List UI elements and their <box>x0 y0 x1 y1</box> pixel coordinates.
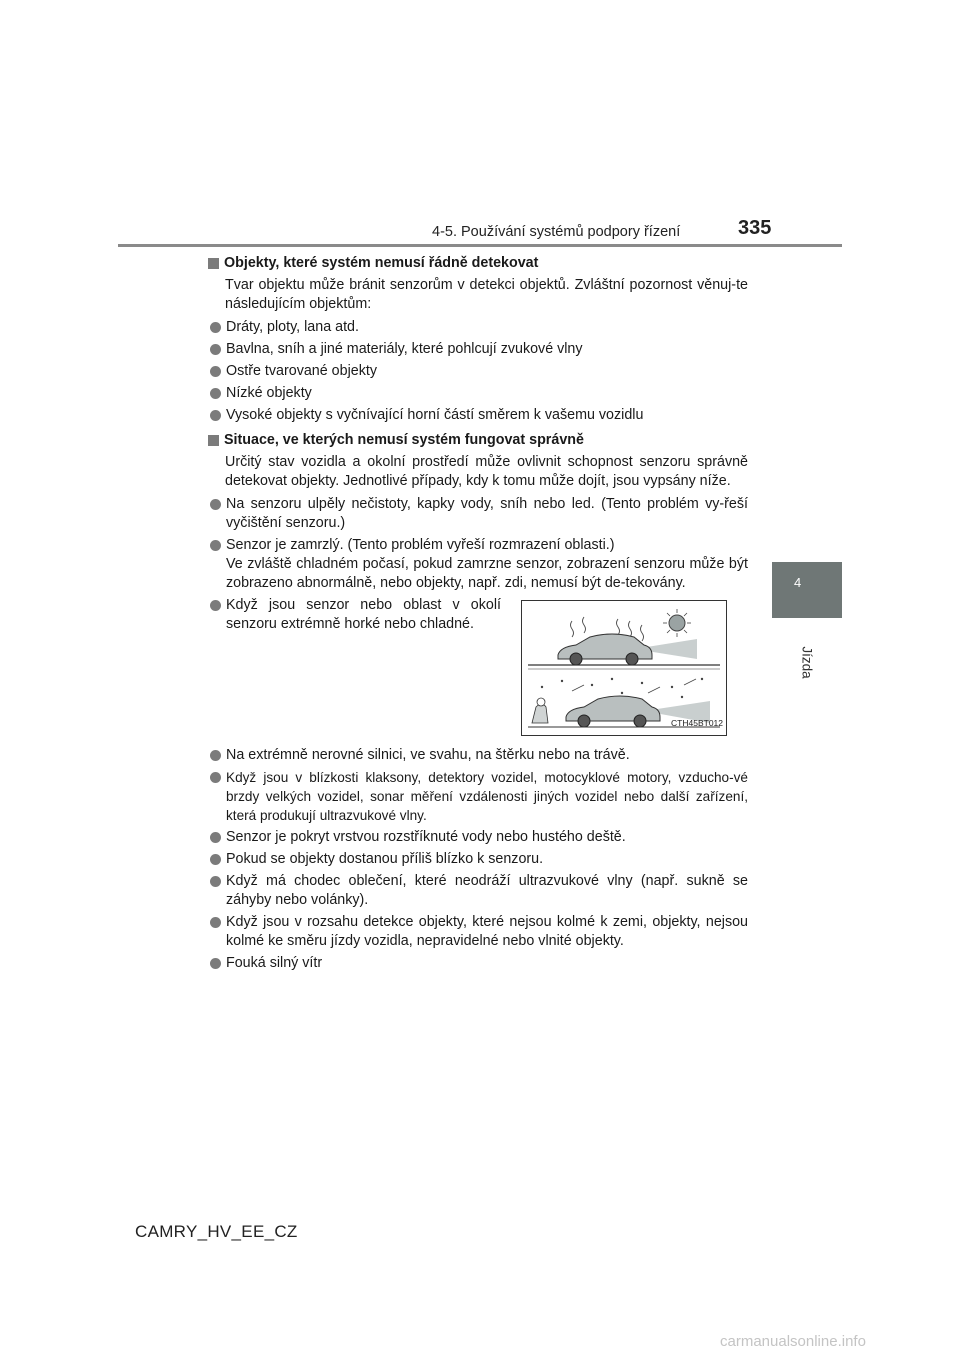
list-item: Když jsou v blízkosti klaksony, detektory vozidel, motocyklové motory, vzducho-vé brzdy velkých vozidel, sonar měření vzdálenosti jiných vozidel nebo další zařízení, která produkují ultrazvukové vlny. <box>209 768 748 825</box>
section-intro: Určitý stav vozidla a okolní prostředí může ovlivnit schopnost senzoru správně detekovat objekty. Jednotlivé případy, kdy k tomu může dojít, jsou vypsány níže. <box>225 454 748 489</box>
chapter-tab-label-text: Jízda <box>799 645 815 679</box>
illustration-hot-cold-sensor <box>521 600 727 736</box>
section-intro: Tvar objektu může bránit senzorům v detekci objektů. Zvláštní pozornost věnuj-te následujícím objektům: <box>225 277 748 312</box>
list-item: Senzor je pokryt vrstvou rozstříknuté vody nebo hustého deště. <box>209 828 748 847</box>
round-bullet-icon <box>210 600 221 611</box>
list-item: Vysoké objekty s vyčnívající horní částí směrem k vašemu vozidlu <box>209 406 748 425</box>
round-bullet-icon <box>210 854 221 865</box>
round-bullet-icon <box>210 322 221 333</box>
chapter-tab-number: 4 <box>794 575 802 590</box>
round-bullet-icon <box>210 832 221 843</box>
round-bullet-icon <box>210 958 221 969</box>
list-item: Bavlna, sníh a jiné materiály, které pohlcují zvukové vlny <box>209 340 748 359</box>
round-bullet-icon <box>210 876 221 887</box>
round-bullet-icon <box>210 388 221 399</box>
list-item: Když má chodec oblečení, které neodráží ultrazvukové vlny (např. sukně se záhyby nebo volánky). <box>209 872 748 910</box>
section-heading-text: Situace, ve kterých nemusí systém fungovat správně <box>224 432 584 448</box>
square-bullet-icon <box>208 258 219 269</box>
page-content <box>208 254 748 976</box>
round-bullet-icon <box>210 540 221 551</box>
chapter-tab <box>772 562 842 618</box>
list-item: Na senzoru ulpěly nečistoty, kapky vody, sníh nebo led. (Tento problém vy-řeší vyčištění senzoru.) <box>209 495 748 533</box>
header-section-title: 4-5. Používání systémů podpory řízení <box>432 224 681 240</box>
list-item: Senzor je zamrzlý. (Tento problém vyřeší rozmrazení oblasti.) Ve zvláště chladném počasí, pokud zamrzne senzor, zobrazení senzoru může být zobrazeno abnormálně, nebo objekty, např. zdi, nemusí být de-tekovány. <box>209 536 748 593</box>
page-number: 335 <box>738 217 772 239</box>
section-heading-objects <box>208 254 748 273</box>
section-heading-situations <box>208 431 748 450</box>
list-item: Fouká silný vítr <box>209 954 748 973</box>
header-divider <box>118 244 842 247</box>
round-bullet-icon <box>210 917 221 928</box>
figure-code: CTH45BT012 <box>671 718 723 728</box>
round-bullet-icon <box>210 499 221 510</box>
list-item: Pokud se objekty dostanou příliš blízko k senzoru. <box>209 850 748 869</box>
figure-row <box>208 596 748 736</box>
watermark: carmanualsonline.info <box>720 1333 866 1350</box>
list-item: Když jsou senzor nebo oblast v okolí senzoru extrémně horké nebo chladné. <box>209 596 501 634</box>
round-bullet-icon <box>210 772 221 783</box>
list-item: Na extrémně nerovné silnici, ve svahu, na štěrku nebo na trávě. <box>209 746 748 765</box>
list-item: Nízké objekty <box>209 384 748 403</box>
square-bullet-icon <box>208 435 219 446</box>
footer-model-code: CAMRY_HV_EE_CZ <box>135 1222 298 1241</box>
round-bullet-icon <box>210 344 221 355</box>
chapter-tab-label <box>777 632 837 692</box>
list-item: Dráty, ploty, lana atd. <box>209 318 748 337</box>
list-item: Když jsou v rozsahu detekce objekty, které nejsou kolmé k zemi, objekty, nejsou kolmé ke směru jízdy vozidla, nepravidelné nebo vlnité objekty. <box>209 913 748 951</box>
section-heading-text: Objekty, které systém nemusí řádně detekovat <box>224 255 539 271</box>
round-bullet-icon <box>210 366 221 377</box>
list-item: Ostře tvarované objekty <box>209 362 748 381</box>
round-bullet-icon <box>210 750 221 761</box>
round-bullet-icon <box>210 410 221 421</box>
